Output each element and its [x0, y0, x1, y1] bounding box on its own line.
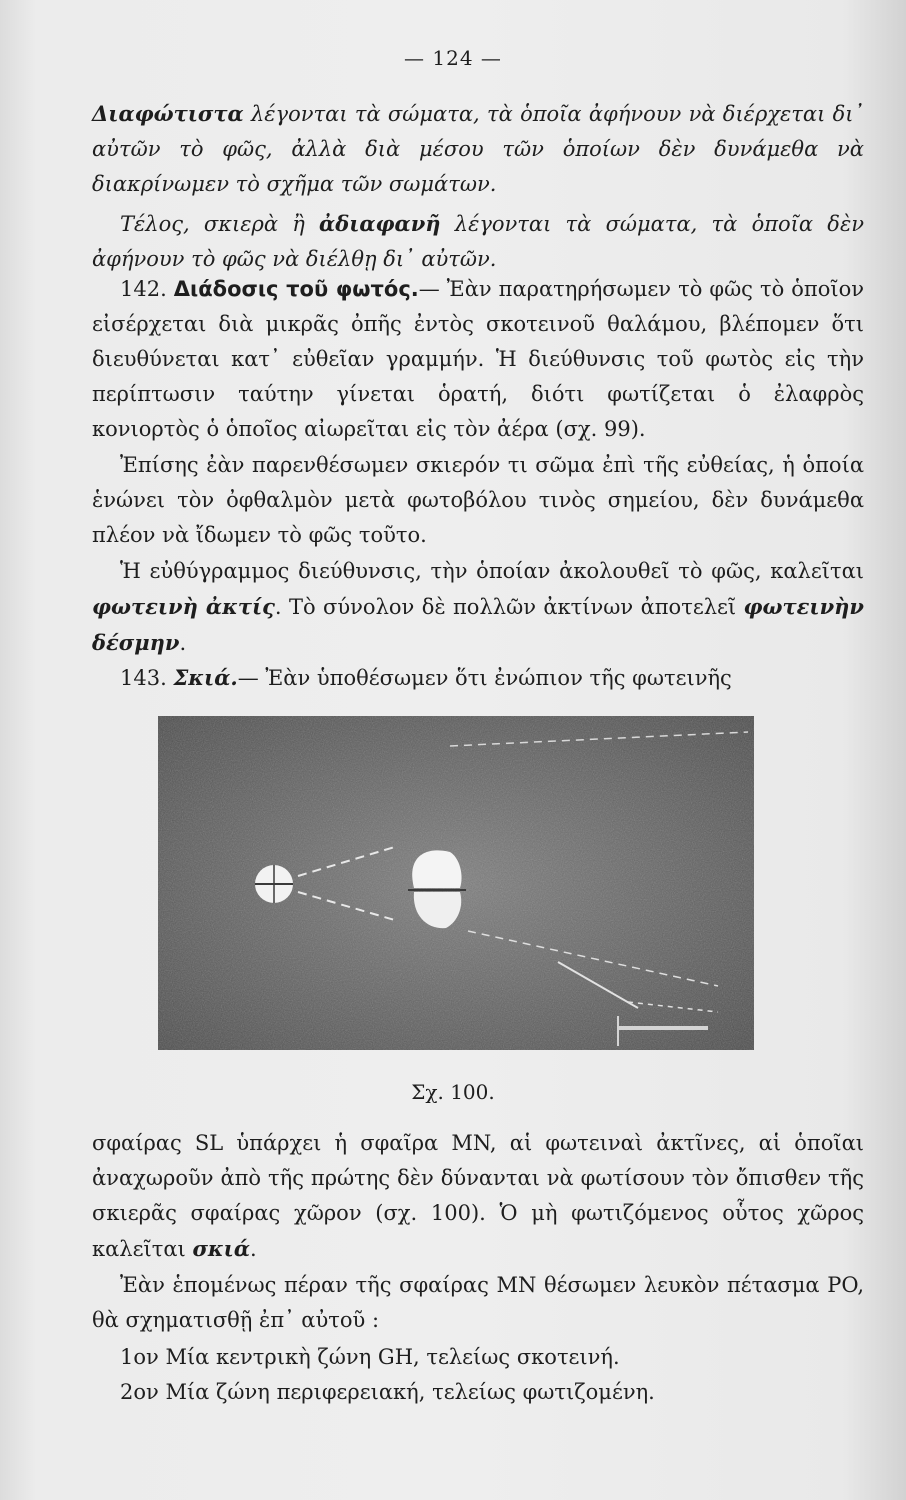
section-142-text: — Ἐὰν παρατηρήσωμεν τὸ φῶς τὸ ὁποῖον εἰσέρχεται διὰ μικρᾶς ὀπῆς ἐντὸς σκοτεινοῦ θαλάμου, βλέπομεν ὅτι διευθύνεται κατ᾽ εὐθεῖαν γραμμήν. Ἡ διεύθυνσις τοῦ φωτὸς εἰς τὴν περίπτωσιν ταύτην γίνεται ὁρατή, διότι φωτίζεται ὁ ἐλαφρὸς κονιορτὸς ὁ ὁποῖος αἰωρεῖται εἰς τὸν ἀέρα (σχ. 99).	[92, 277, 864, 441]
term-light-beam: φωτεινὴν δέσμην	[92, 594, 864, 655]
term-translucent: Διαφώτιστα	[92, 101, 244, 126]
list-item-central-zone: 1ον Μία κεντρικὴ ζώνη GH, τελείως σκοτεινή.	[120, 1345, 620, 1369]
list-item-peripheral-zone: 2ον Μία ζώνη περιφερειακή, τελείως φωτιζομένη.	[120, 1380, 655, 1404]
paragraph-shadow-text: σφαίρας SL ὑπάρχει ἡ σφαῖρα MN, αἱ φωτειναὶ ἀκτῖνες, αἱ ὁποῖαι ἀναχωροῦν ἀπὸ τῆς πρώτης δὲν δύνανται νὰ φωτίσουν τὸν ὄπισθεν τῆς σκιερᾶς σφαίρας χῶρον (σχ. 100). Ὁ μὴ φωτιζόμενος οὗτος χῶρος καλεῖται	[92, 1131, 864, 1261]
paragraph-light-ray	[92, 554, 864, 661]
section-143-number: 143.	[120, 666, 167, 690]
term-shadow: σκιά	[192, 1236, 250, 1261]
shadow-figure-illustration	[158, 716, 754, 1050]
paragraph-obstruction: Ἐπίσης ἐὰν παρενθέσωμεν σκιερόν τι σῶμα ἐπὶ τῆς εὐθείας, ἡ ὁποία ἑνώνει τὸν ὀφθαλμὸν μετὰ φωτοβόλου τινὸς σημείου, δὲν δυνάμεθα πλέον νὰ ἴδωμεν τὸ φῶς τοῦτο.	[92, 453, 864, 547]
section-143	[92, 660, 864, 696]
paragraph-translucent	[92, 96, 864, 202]
paragraph-translucent-text: λέγονται τὰ σώματα, τὰ ὁποῖα ἀφήνουν νὰ διέρχεται δι᾽ αὐτῶν τὸ φῶς, ἀλλὰ διὰ μέσου τῶν ὁποίων δὲν δυνάμεθα νὰ διακρίνωμεν τὸ σχῆμα τῶν σωμάτων.	[92, 102, 864, 196]
paragraph-screen: Ἐὰν ἑπομένως πέραν τῆς σφαίρας MN θέσωμεν λευκὸν πέτασμα PO, θὰ σχηματισθῇ ἐπ᾽ αὐτοῦ :	[92, 1273, 864, 1332]
paragraph-shadow-end: .	[249, 1237, 257, 1261]
paragraph-light-ray-end: .	[179, 631, 187, 655]
section-142	[92, 272, 864, 447]
paragraph-opaque-text: λέγονται τὰ σώματα, τὰ ὁποῖα δὲν ἀφήνουν τὸ φῶς νὰ διέλθῃ δι᾽ αὐτῶν.	[92, 212, 864, 271]
section-142-heading: Διάδοσις τοῦ φωτός.	[173, 277, 419, 301]
term-opaque: ἀδιαφανῆ	[319, 211, 441, 236]
paragraph-opaque-lead: Τέλος, σκιερὰ ἢ	[120, 212, 320, 236]
paragraph-shadow-definition	[92, 1126, 864, 1267]
paragraph-light-ray-lead: Ἡ εὐθύγραμμος διεύθυνσις, τὴν ὁποίαν ἀκολουθεῖ τὸ φῶς, καλεῖται	[120, 559, 864, 583]
paragraph-light-ray-mid: . Τὸ σύνολον δὲ πολλῶν ἀκτίνων ἀποτελεῖ	[274, 595, 744, 619]
section-142-number: 142.	[120, 277, 167, 301]
section-143-text: — Ἐὰν ὑποθέσωμεν ὅτι ἐνώπιον τῆς φωτεινῆς	[237, 666, 732, 690]
term-light-ray: φωτεινὴ ἀκτίς	[92, 594, 275, 619]
page-number: — 124 —	[404, 46, 502, 70]
figure-caption: Σχ. 100.	[411, 1080, 495, 1104]
section-143-heading: Σκιά.	[173, 665, 238, 690]
paragraph-opaque	[92, 206, 864, 277]
shadow-figure-photo	[158, 716, 754, 1050]
